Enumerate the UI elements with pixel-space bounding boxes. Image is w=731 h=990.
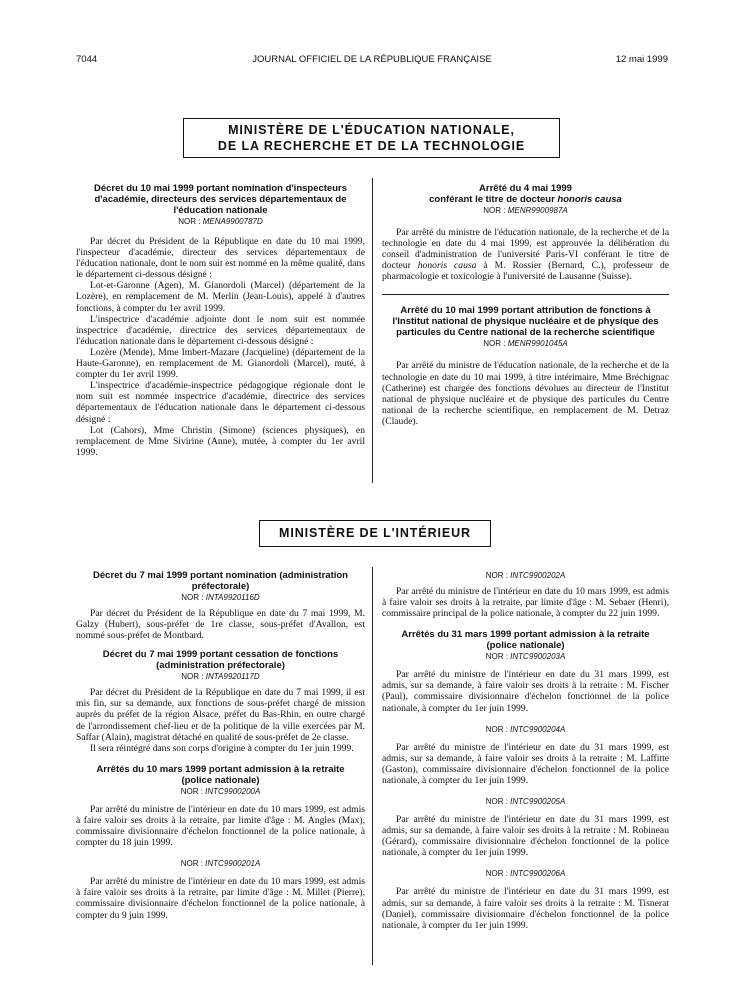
column-divider	[372, 567, 373, 965]
nor-reference: NOR : INTC9900204A	[485, 724, 566, 734]
nor-reference: NOR : MENR9901045A	[483, 339, 568, 349]
page-number: 7044	[76, 54, 98, 65]
ministry-title-line1: MINISTÈRE DE L'ÉDUCATION NATIONALE,	[228, 123, 515, 137]
paragraph: Par arrêté du ministre de l'intérieur en date du 10 mars 1999, est admis à faire valoir ses droits à la retraite, par limite d'âge : M. Millet (Pierre), commissaire divisionnaire d'échelon fonctionnel de la police nationale, à compter du 9 juin 1999.	[76, 876, 365, 921]
nor-reference: NOR : MENA9900787D	[178, 217, 263, 226]
nor-reference: NOR : INTC9900203A	[485, 652, 566, 662]
paragraph: Par arrêté du ministre de l'intérieur en date du 31 mars 1999, est admis, sur sa demande, à faire valoir ses droits à la retraite : M. Laffitte (Gaston), commissaire divisionnaire d'échelon fonctionnel de la police nationale, à compter du 1er juin 1999.	[382, 741, 669, 786]
interior-right-column	[382, 570, 669, 931]
nor-reference: NOR : MENR9900987A	[483, 206, 568, 215]
paragraph: L'inspectrice d'académie adjointe dont le nom suit est nommée inspectrice d'académie, directrice des services départementaux de l'éducation nationale dans le département ci-dessous désigné :	[76, 313, 365, 347]
paragraph: Lot (Cahors), Mme Christin (Simone) (sciences physiques), en remplacement de Mme Sivirine (Anne), mutée, à compter du 1er avril 1999.	[76, 424, 365, 458]
page-header	[76, 54, 668, 68]
arrete-title: Arrêtés du 31 mars 1999 portant admission à la retraite (police nationale)	[401, 629, 650, 652]
journal-title: JOURNAL OFFICIEL DE LA RÉPUBLIQUE FRANÇAISE	[252, 54, 492, 65]
ministry-title-line2: DE LA RECHERCHE ET DE LA TECHNOLOGIE	[217, 139, 526, 153]
paragraph: Par arrêté du ministre de l'intérieur en date du 10 mars 1999, est admis à faire valoir ses droits à la retraite, par limite d'âge : M. Angles (Max), commissaire divisionnaire d'échelon fonctionnel de la police nationale, à compter du 18 juin 1999.	[76, 803, 365, 849]
ministry-education-box	[183, 118, 560, 158]
paragraph: Par arrêté du ministre de l'intérieur en date du 31 mars 1999, est admis, sur sa demande, à faire valoir ses droits à la retraite : M. Tisnerat (Daniel), commissaire divisionnaire d'échelon fonctionnel de la police nationale, à compter du 1er juin 1999.	[382, 886, 669, 931]
arrete-title: Arrêtés du 10 mars 1999 portant admission à la retraite (police nationale)	[96, 763, 345, 786]
nor-reference: NOR : INTA9920116D	[181, 593, 260, 602]
ministry-interior-box	[259, 520, 491, 547]
nor-reference: NOR : INTC9900200A	[180, 786, 261, 796]
arrete-honoris-column	[382, 183, 669, 427]
interior-left-column	[76, 570, 365, 921]
paragraph: Lozère (Mende), Mme Imbert-Mazare (Jacqueline) (département de la Haute-Garonne), en remplacement de M. Gianordoli (Marcel), muté, à compter du 1er avril 1999.	[76, 346, 365, 381]
paragraph: Par arrêté du ministre de l'intérieur en date du 31 mars 1999, est admis, sur sa demande, à faire valoir ses droits à la retraite : M. Fischer (Paul), commissaire divisionnaire d'échelon fonctionnel de la police nationale, à compter du 1er juin 1999.	[382, 669, 669, 714]
paragraph: Lot-et-Garonne (Agen), M. Gianordoli (Marcel) (département de la Lozère), en remplacement de M. Merlin (Jean-Louis), appelé à d'autres fonctions, à compter du 1er avril 1999.	[76, 280, 365, 314]
decree-title: Décret du 7 mai 1999 portant nomination (administration préfectorale)	[93, 570, 348, 592]
paragraph: Par arrêté du ministre de l'éducation nationale, de la recherche et de la technologie en date du 4 mai 1999, est approuvée la délibération du conseil d'administration de l'université Paris-VI conférant le titre de docteur honoris causa à M. Rossier (Bernard, C.), professeur de pharmacologie et toxicologie à l'université de Lausanne (Suisse).	[382, 227, 669, 283]
nor-reference: NOR : INTC9900205A	[485, 797, 566, 807]
column-divider	[372, 178, 373, 483]
section-divider	[382, 294, 669, 295]
paragraph: Par arrêté du ministre de l'intérieur en date du 10 mars 1999, est admis à faire valoir ses droits à la retraite, par limite d'âge : M. Sebaer (Henri), commissaire principal de la police nationale, à compter du 22 juin 1999.	[382, 586, 669, 620]
decree-title: Décret du 10 mai 1999 portant nomination d'inspecteurs d'académie, directeurs des services départementaux de l'éducation nationale	[93, 183, 348, 216]
nor-reference: NOR : INTC9900201A	[180, 859, 261, 869]
paragraph: Par décret du Président de la République en date du 7 mai 1999, M. Galzy (Hubert), sous-préfet de 1re classe, sous-préfet d'Avallon, est nommé sous-préfet de Montbard.	[76, 608, 365, 642]
nor-reference: NOR : INTA9920117D	[181, 672, 260, 682]
paragraph: Par arrêté du ministre de l'intérieur en date du 31 mars 1999, est admis, sur sa demande, à faire valoir ses droits à la retraite : M. Robineau (Gérard), commissaire divisionnaire d'échelon fonctionnel de la police nationale, à compter du 1er juin 1999.	[382, 814, 669, 859]
arrete-title: Arrêté du 4 mai 1999 conférant le titre de docteur honoris causa	[429, 183, 622, 205]
paragraph: L'inspectrice d'académie-inspectrice pédagogique régionale dont le nom suit est nommée inspectrice d'académie, directrice des services départementaux de l'éducation nationale dans le département ci-dessous désigné :	[76, 380, 365, 425]
ministry-title-line1: MINISTÈRE DE L'INTÉRIEUR	[279, 526, 471, 540]
nor-reference: NOR : INTC9900202A	[485, 571, 566, 580]
paragraph: Par décret du Président de la République en date du 10 mai 1999, l'inspecteur d'académie, directeur des services départementaux de l'éducation nationale, dont le nom suit est nommé en la même qualité, dans le département ci-dessous désigné :	[76, 236, 365, 281]
paragraph: Il sera réintégré dans son corps d'origine à compter du 1er juin 1999.	[90, 742, 354, 754]
decree-inspectors-column	[76, 183, 365, 458]
decree-title: Décret du 7 mai 1999 portant cessation de fonctions (administration préfectorale)	[102, 649, 339, 672]
paragraph: Par décret du Président de la République en date du 7 mai 1999, il est mis fin, sur sa demande, aux fonctions de sous-préfet chargé de mission auprès du préfet de la région Alsace, préfet du Bas-Rhin, en outre chargé de l'arrondissement chef-lieu et de la politique de la ville exercées par M. Saffar (Alain), magistrat détaché en qualité de sous-préfet de 2e classe.	[76, 687, 365, 743]
issue-date: 12 mai 1999	[615, 54, 668, 65]
nor-reference: NOR : INTC9900206A	[485, 869, 566, 879]
paragraph: Par arrêté du ministre de l'éducation nationale, de la recherche et de la technologie en date du 10 mai 1999, à titre intérimaire, Mme Bréchignac (Catherine) est chargée des fonctions dévolues au directeur de l'Institut national de physique nucléaire et de physique des particules du Centre national de la recherche scientifique, en remplacement de M. Detraz (Claude).	[382, 360, 669, 427]
arrete-title: Arrêté du 10 mai 1999 portant attribution de fonctions à l'Institut national de physique nucléaire et de physique des particules du Centre national de la recherche scientifique	[392, 305, 659, 339]
